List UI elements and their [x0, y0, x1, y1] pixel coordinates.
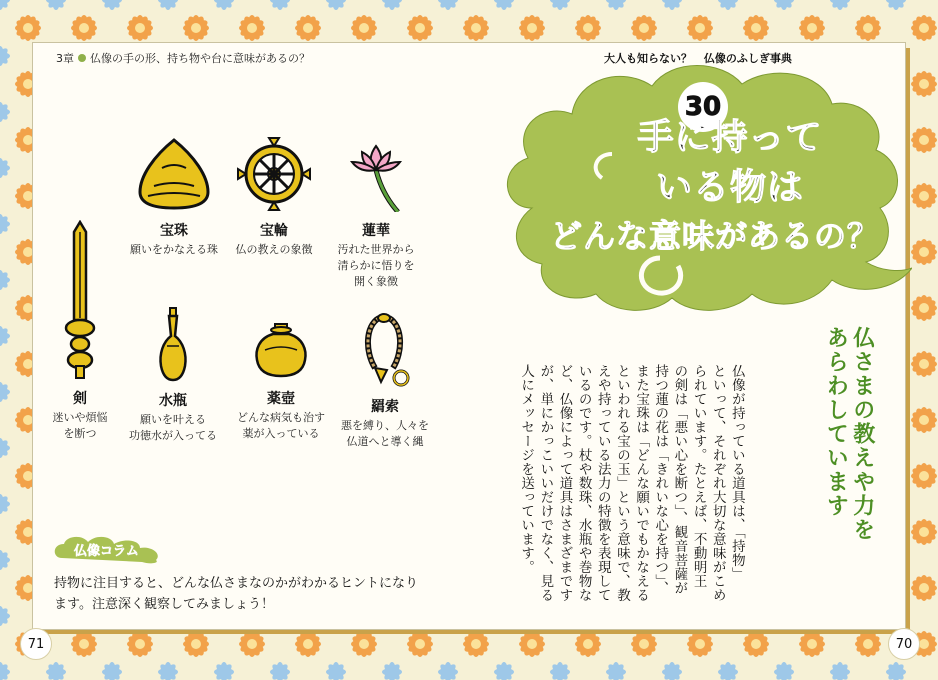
item-desc: 悪を縛り、人々を 仏道へと導く縄 [341, 419, 429, 448]
item-name: 羂索 [371, 399, 399, 415]
item-hoju [124, 136, 224, 258]
subtitle: 仏さまの教えや力を あらわしています [823, 326, 875, 542]
chapter-header [56, 50, 310, 66]
dharma-wheel-icon [234, 136, 314, 212]
kicker: 大人も知らない？ 仏像のふしぎ事典 [604, 52, 792, 65]
page-number-left: 71 [20, 628, 52, 660]
entry-number: 30 [678, 82, 728, 132]
hoju-icon [134, 136, 214, 212]
title-line-1: 手に持って [637, 117, 823, 158]
item-name: 宝珠 [160, 223, 188, 239]
item-yakko [226, 320, 336, 442]
title-line-3: どんな意味があるの？ [549, 217, 880, 255]
item-name: 剣 [73, 391, 87, 407]
item-name: 水瓶 [159, 393, 187, 409]
item-horin [224, 136, 324, 258]
item-kenjaku [330, 312, 440, 450]
sword-icon [60, 220, 100, 380]
title-line-2: いる物は [655, 167, 804, 208]
item-desc: どんな病気も治す 薬が入っている [237, 411, 325, 440]
item-name: 蓮華 [362, 223, 390, 239]
item-renge [326, 136, 426, 290]
lotus-icon [336, 136, 416, 212]
item-desc: 仏の教えの象徴 [235, 243, 313, 256]
chapter-label: 3章 [56, 52, 74, 65]
item-name: 薬壺 [267, 391, 295, 407]
water-vase-icon [153, 306, 193, 382]
column-title: 仏像コラム [74, 544, 139, 559]
medicine-jar-icon [251, 320, 311, 380]
item-name: 宝輪 [260, 223, 288, 239]
item-desc: 汚れた世界から 清らかに悟りを 開く象徴 [337, 243, 415, 288]
item-desc: 願いを叶える 功徳水が入ってる [129, 413, 217, 442]
page-number-right: 70 [888, 628, 920, 660]
item-suibyo [120, 306, 226, 444]
item-desc: 願いをかなえる珠 [130, 243, 218, 256]
main-title [549, 117, 900, 255]
section-title: 仏像の手の形、持ち物や台に意味があるの？ [90, 52, 310, 65]
item-ken [40, 220, 120, 442]
column-text: 持物に注目すると、どんな仏さまなのかがわかるヒントになります。注意深く観察してみましょう！ [54, 576, 419, 612]
item-desc: 迷いや煩悩 を断つ [52, 411, 108, 440]
bullet-icon [78, 54, 86, 62]
rope-icon [355, 312, 415, 388]
body-text: 仏像が持っている道具は、「持物」 といって、それぞれ大切な意味がこめ られています。たとえば、不動明王 の剣は「悪い心を断つ」、観音菩薩が 持つ蓮の花は「きれいな心を持つ」、 また宝珠は「どんな願いでもかなえる といわれる宝の玉」という意味で、教 えや持っている法力の特徴を表現して いるのです。杖や数珠、水瓶や巻物な ど、仏像によって道具はさまざまです が、単にかっこいいだけでなく、見る 人にメッセージを送っています。 [518, 364, 745, 602]
